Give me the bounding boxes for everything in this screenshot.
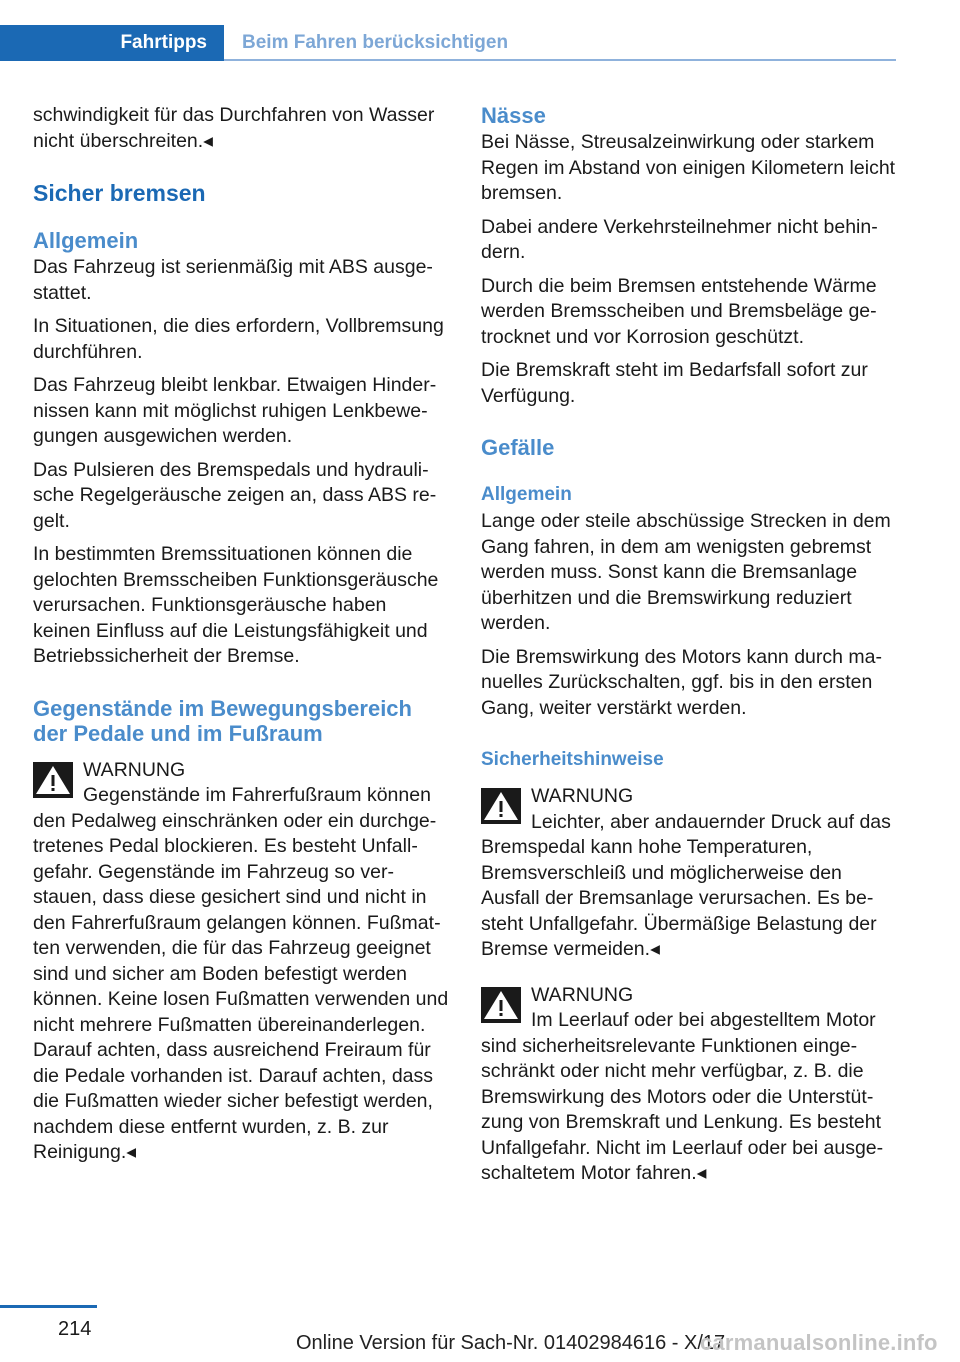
heading-naesse: Nässe <box>481 103 546 128</box>
heading-sicherheitshinweise: Sicherheitshinweise <box>481 749 664 770</box>
paragraph: Die Bremskraft steht im Bedarfsfall sofort zur Verfügung. <box>481 359 868 407</box>
heading-gegenstaende: Gegenstände im Bewegungsbereich der Pedale und im Fußraum <box>33 695 412 746</box>
heading-allgemein: Allgemein <box>33 228 139 253</box>
right-column <box>481 103 899 1195</box>
paragraph: Das Fahrzeug ist serienmäßig mit ABS ausgestattet. <box>33 256 433 304</box>
warning-triangle-icon <box>481 788 521 824</box>
paragraph: Das Fahrzeug bleibt lenkbar. Etwaigen Hindernissen kann mit möglichst ruhigen Lenkbewegungen ausgewichen werden. <box>33 374 437 447</box>
paragraph: Dabei andere Verkehrsteilnehmer nicht behindern. <box>481 215 878 263</box>
warning-text: Leichter, aber andauernder Druck auf das Bremspedal kann hohe Temperaturen, Bremsverschleiß und möglicherweise den Ausfall der Bremsanlage verursachen. Es besteht Unfallgefahr. Übermäßige Belastung der Bremse vermeiden.◂ <box>481 810 891 960</box>
paragraph: Die Bremswirkung des Motors kann durch manuelles Zurückschalten, ggf. bis in den ersten Gang, weiter verstärkt werden. <box>481 645 882 719</box>
warning-triangle-icon <box>33 762 73 798</box>
warning-triangle-icon <box>481 987 521 1023</box>
online-version-note: Online Version für Sach-Nr. 01402984616 - X/17 <box>296 1332 726 1354</box>
warning-text: Gegenstände im Fahrerfußraum können den Pedalweg einschränken oder ein durchgetretenes Pedal blockieren. Es besteht Unfallgefahr. Gegenstände im Fahrzeug so verstauen, dass diese gesichert sind und nicht in den Fahrerfußraum gelangen können. Fußmatten verwenden, die für das Fahrzeug geeignet sind und sicher am Boden befestigt werden können. Keine losen Fußmatten verwenden und nicht mehrere Fußmatten übereinanderlegen. Darauf achten, dass ausreichend Freiraum für die Pedale vorhanden ist. Darauf achten, dass die Fußmatten wieder sicher befestigt werden, nachdem diese entfernt wurden, z. B. zur Reinigung.◂ <box>33 784 449 1163</box>
warning-block <box>481 784 899 963</box>
warning-title: WARNUNG <box>83 758 186 781</box>
paragraph: Durch die beim Bremsen entstehende Wärme werden Bremsscheiben und Bremsbeläge getrocknet und vor Korrosion geschützt. <box>481 274 877 348</box>
chapter-tab[interactable]: Fahrtipps <box>0 25 224 61</box>
watermark: carmanualsonline.info <box>700 1330 938 1355</box>
heading-sicher-bremsen: Sicher bremsen <box>33 180 206 206</box>
left-column <box>33 103 449 1174</box>
page-number: 214 <box>58 1318 92 1340</box>
footer-rule <box>0 1305 97 1308</box>
page-header <box>0 25 508 61</box>
warning-title: WARNUNG <box>531 983 634 1006</box>
paragraph: In Situationen, die dies erfordern, Vollbremsung durchführen. <box>33 315 444 363</box>
paragraph: Das Pulsieren des Bremspedals und hydraulische Regelgeräusche zeigen an, dass ABS regelt. <box>33 458 437 532</box>
paragraph: schwindigkeit für das Durchfahren von Wasser nicht überschreiten.◂ <box>33 104 435 152</box>
header-rule <box>224 59 896 61</box>
heading-allgemein: Allgemein <box>481 484 572 505</box>
warning-block <box>481 983 899 1187</box>
warning-block <box>33 758 449 1166</box>
paragraph: Bei Nässe, Streusalzeinwirkung oder starkem Regen im Abstand von einigen Kilometern leicht bremsen. <box>481 131 896 204</box>
paragraph: Lange oder steile abschüssige Strecken in dem Gang fahren, in dem am wenigsten gebremst werden muss. Sonst kann die Bremsanlage überhitzen und die Bremswirkung reduziert werden. <box>481 510 891 634</box>
heading-gefaelle: Gefälle <box>481 435 555 460</box>
warning-title: WARNUNG <box>531 785 634 807</box>
warning-text: Im Leerlauf oder bei abgestelltem Motor sind sicherheitsrelevante Funktionen eingeschränkt oder nicht mehr verfügbar, z. B. die Bremswirkung des Motors oder die Unterstützung von Bremskraft und Lenkung. Es besteht Unfallgefahr. Nicht im Leerlauf oder bei ausgeschaltetem Motor fahren.◂ <box>481 1009 884 1184</box>
section-tab[interactable]: Beim Fahren berücksichtigen <box>242 32 509 53</box>
paragraph: In bestimmten Bremssituationen können die gelochten Bremsscheiben Funktionsgeräusche verursachen. Funktionsgeräusche haben keinen Einfluss auf die Leistungsfähigkeit und Betriebssicherheit der Bremse. <box>33 543 439 667</box>
